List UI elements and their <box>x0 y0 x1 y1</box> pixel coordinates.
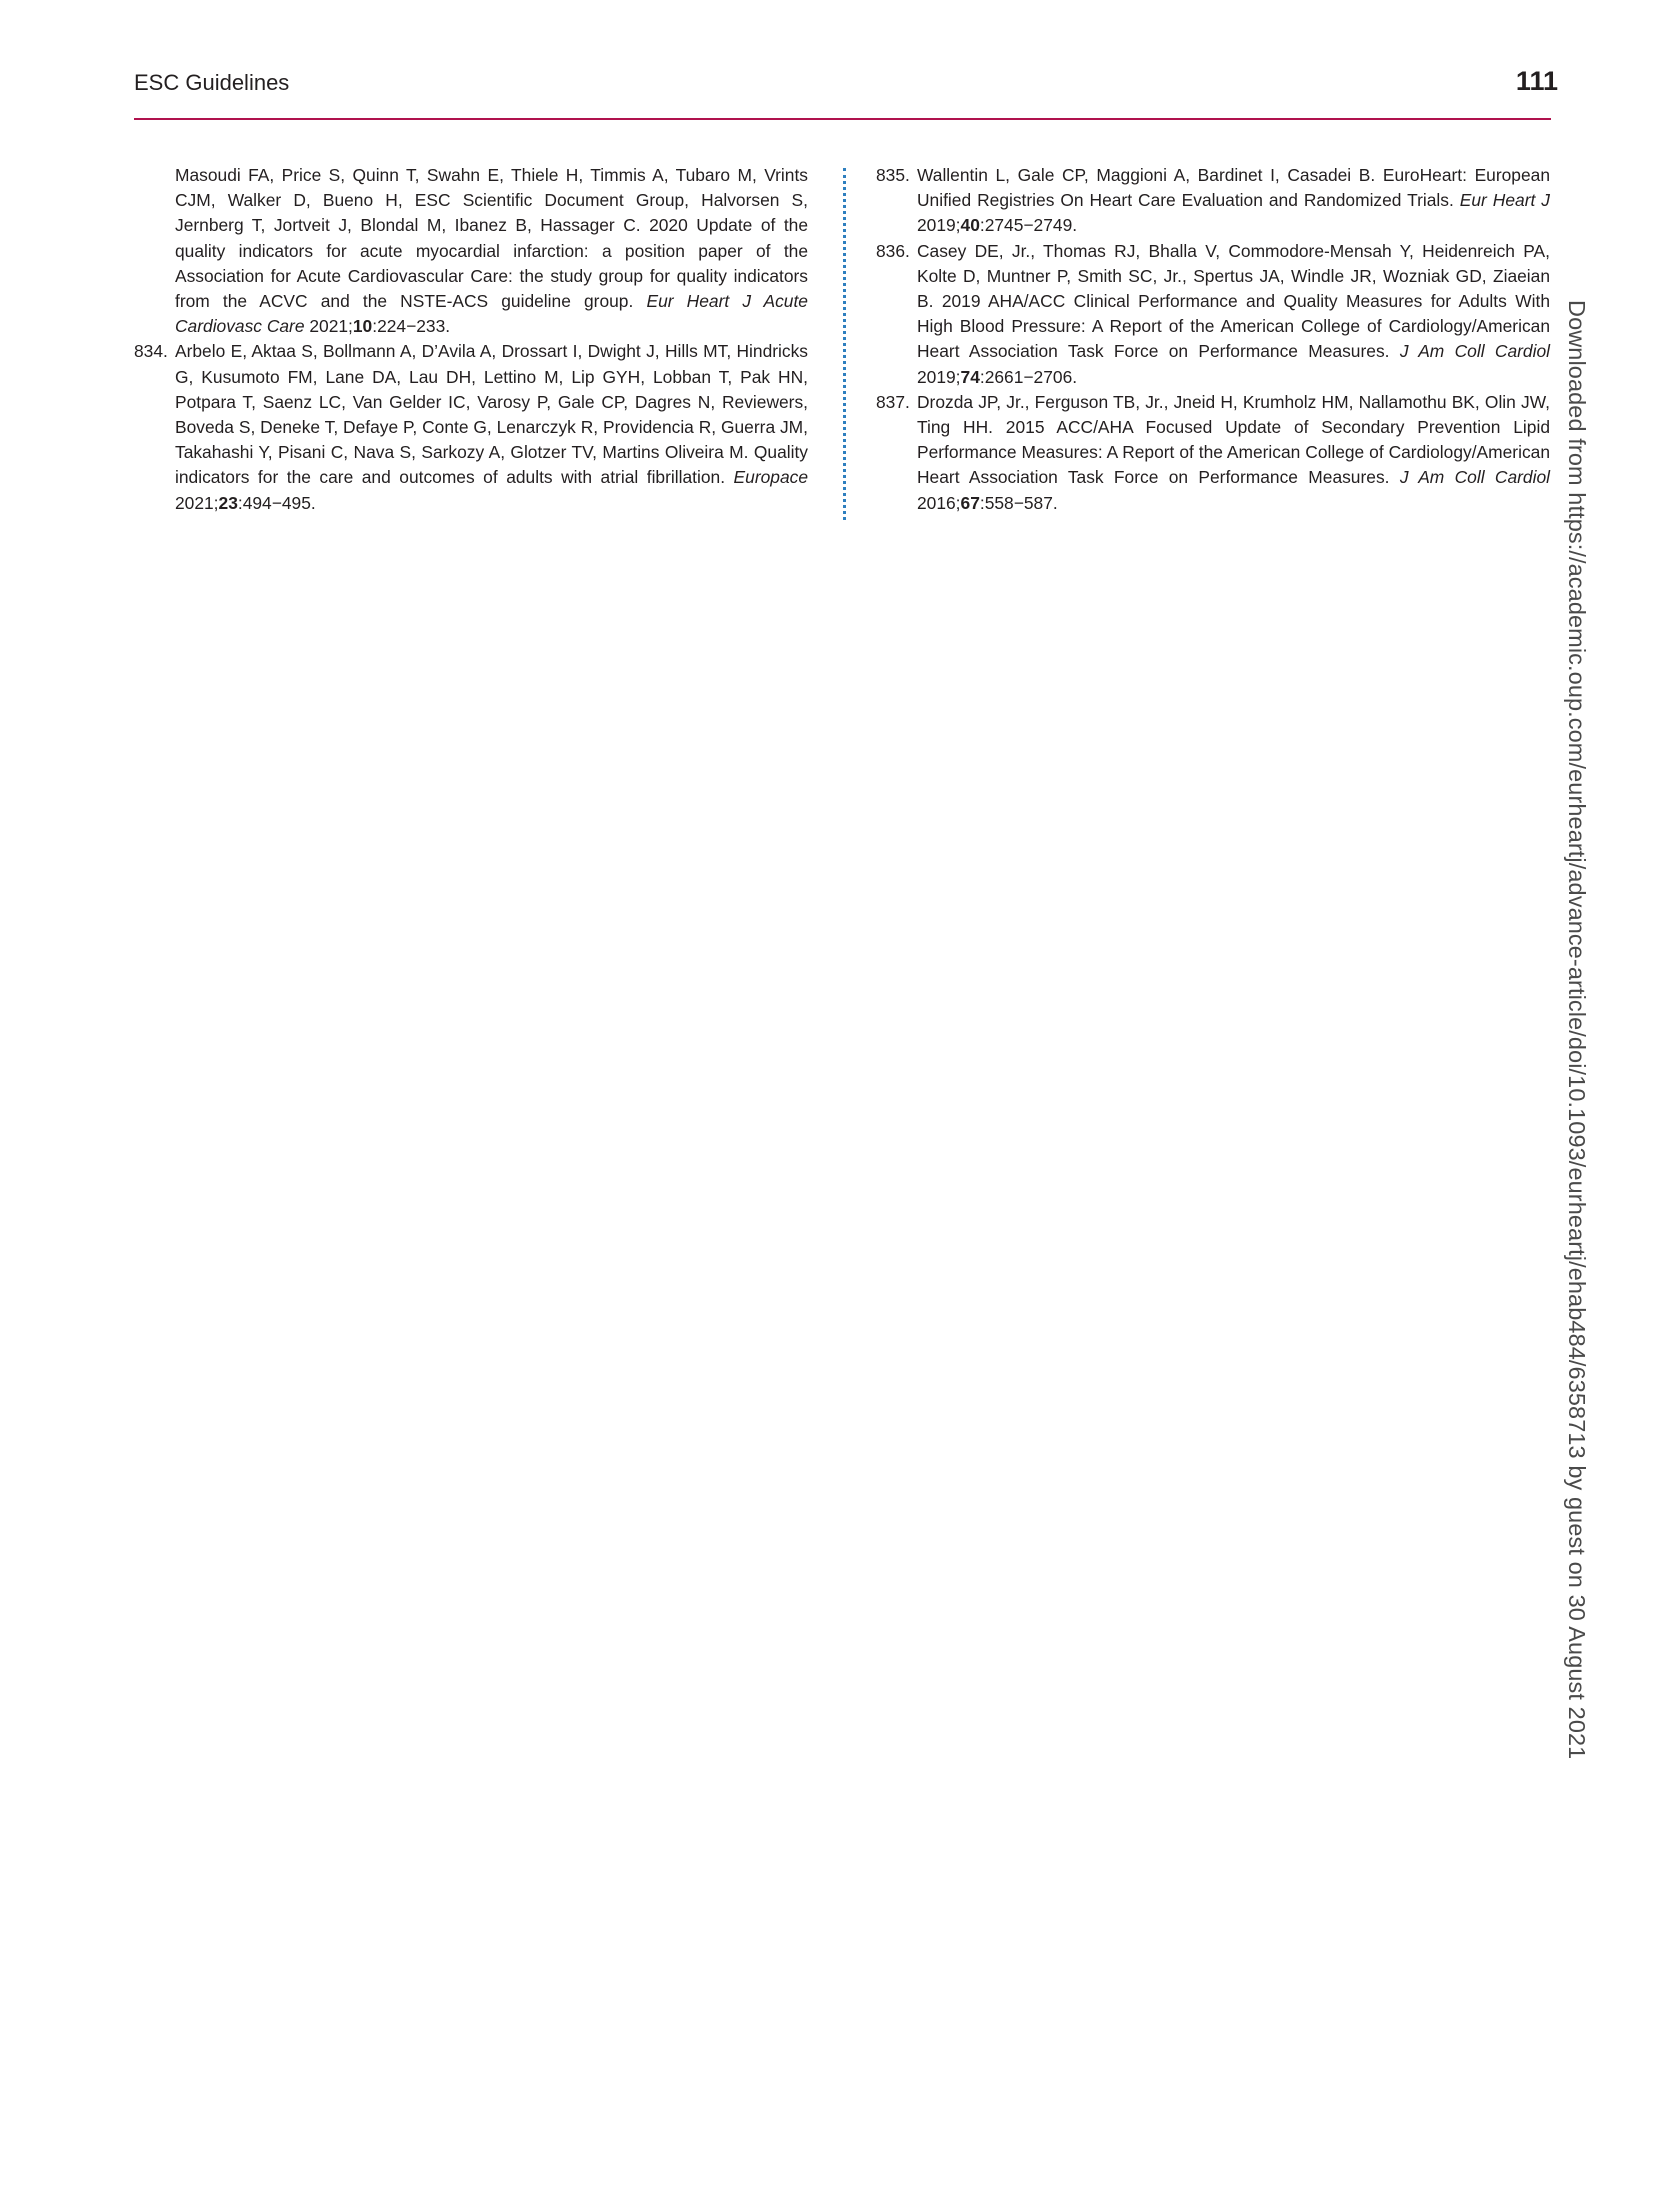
reference-year: 2021; <box>309 316 353 337</box>
reference-volume: 40 <box>960 215 980 236</box>
reference-volume: 67 <box>960 492 980 513</box>
reference-text: Casey DE, Jr., Thomas RJ, Bhalla V, Commodore-Mensah Y, Heidenreich PA, Kolte D, Muntner P, Smith SC, Jr., Spertus JA, Windle JR, Wozniak GD, Ziaeian B. 2019 AHA/ACC Clinical Performance and Quality Measures for Adults With High Blood Pressure: A Report of the American College of Cardiology/American Heart Association Task Force on Performance Measures. <box>917 240 1550 362</box>
reference-number: 835. <box>876 165 910 185</box>
reference-834 <box>134 339 808 515</box>
journal-name: Eur Heart J <box>1459 190 1550 211</box>
reference-year: 2016; <box>917 492 961 513</box>
reference-text: Masoudi FA, Price S, Quinn T, Swahn E, Thiele H, Timmis A, Tubaro M, Vrints CJM, Walker D, Bueno H, ESC Scientific Document Group, Halvorsen S, Jernberg T, Jortveit J, Blondal M, Ibanez B, Hassager C. 2020 Update of the quality indicators for acute myocardial infarction: a position paper of the Association for Acute Cardiovascular Care: the study group for quality indicators from the ACVC and the NSTE-ACS guideline group. <box>175 165 808 312</box>
reference-833-continuation <box>134 163 808 339</box>
reference-number: 836. <box>876 240 910 261</box>
reference-pages: :494−495. <box>237 492 316 513</box>
reference-volume: 10 <box>352 316 373 337</box>
reference-text: Arbelo E, Aktaa S, Bollmann A, D’Avila A, Drossart I, Dwight J, Hills MT, Hindricks G, Kusumoto FM, Lane DA, Lau DH, Lettino M, Lip GYH, Lobban T, Pak HN, Potpara T, Saenz LC, Van Gelder IC, Varosy P, Gale CP, Dagres N, Reviewers, Boveda S, Deneke T, Defaye P, Conte G, Lenarczyk R, Providencia R, Guerra JM, Takahashi Y, Pisani C, Nava S, Sarkozy A, Glotzer TV, Martins Oliveira M. Quality indicators for the care and outcomes of adults with atrial fibrillation. <box>175 341 808 488</box>
reference-pages: :558−587. <box>979 492 1058 513</box>
reference-pages: :224−233. <box>372 316 451 337</box>
reference-pages: :2745−2749. <box>979 215 1078 236</box>
reference-volume: 74 <box>960 366 980 387</box>
reference-year: 2019; <box>917 215 961 236</box>
reference-volume: 23 <box>218 492 238 513</box>
journal-name: Europace <box>733 467 808 488</box>
reference-year: 2019; <box>917 366 961 387</box>
reference-year: 2021; <box>175 492 219 513</box>
journal-name: J Am Coll Cardiol <box>1399 467 1550 488</box>
reference-number: 834. <box>134 341 168 362</box>
page-number: 111 <box>1515 66 1558 96</box>
download-watermark-text: Downloaded from https://academic.oup.com/eurheartj/advance-article/doi/10.1093/eurheartj/ehab484/6358713 by guest on 30 August 2021 <box>1564 300 1590 1760</box>
column-divider <box>843 168 846 520</box>
reference-835 <box>876 163 1550 239</box>
journal-name: J Am Coll Cardiol <box>1399 341 1550 362</box>
reference-text: Wallentin L, Gale CP, Maggioni A, Bardinet I, Casadei B. EuroHeart: European Unified Registries On Heart Care Evaluation and Randomized Trials. <box>917 165 1550 211</box>
right-column <box>876 163 1550 516</box>
reference-836 <box>876 239 1550 390</box>
running-header-title: ESC Guidelines <box>134 70 290 95</box>
reference-text: Drozda JP, Jr., Ferguson TB, Jr., Jneid H, Krumholz HM, Nallamothu BK, Olin JW, Ting HH. 2015 ACC/AHA Focused Update of Secondary Prevention Lipid Performance Measures: A Report of the American College of Cardiology/American Heart Association Task Force on Performance Measures. <box>917 391 1550 488</box>
reference-pages: :2661−2706. <box>979 366 1078 387</box>
reference-837 <box>876 390 1550 516</box>
left-column <box>134 163 808 516</box>
header-rule <box>134 118 1551 120</box>
journal-name: Eur Heart J Acute Cardiovasc Care <box>175 291 808 337</box>
reference-number: 837. <box>876 391 910 412</box>
